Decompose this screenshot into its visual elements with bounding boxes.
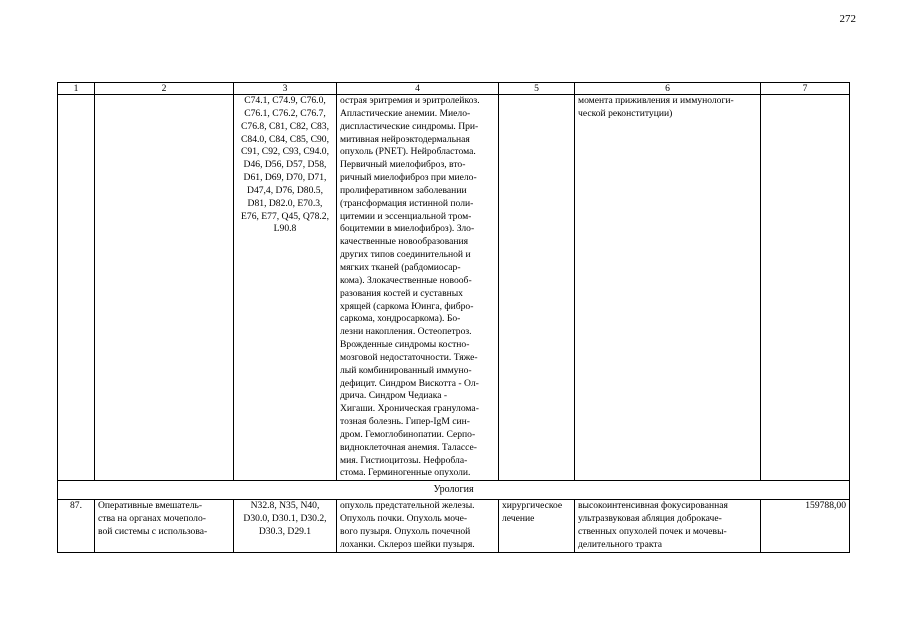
cell-cost — [761, 95, 850, 481]
cell-icd-codes — [234, 95, 337, 481]
cell-text-line: ственных опухолей почек и мочевы- — [578, 526, 727, 537]
cell-text-line: Врожденные синдромы костно- — [340, 339, 470, 351]
cell-text-line: D30.0, D30.1, D30.2, — [243, 513, 327, 525]
cell-text-line: Хигаши. Хроническая гранулома- — [340, 403, 479, 415]
cell-text-line: ричный миелофиброз при миело- — [340, 172, 477, 184]
cell-text-line: лый комбинированный иммуно- — [340, 364, 472, 376]
cell-text-line: C74.1, C74.9, C76.0, — [244, 95, 326, 106]
cell-text-line: C84.0, C84, C85, C90, — [241, 133, 329, 145]
cell-text-line: ства на органах мочеполо- — [98, 513, 206, 525]
cell-text-line: D61, D69, D70, D71, — [243, 172, 327, 184]
cell-text-line: D30.3, D29.1 — [258, 526, 312, 537]
page-number: 272 — [839, 13, 856, 25]
cell-method — [575, 95, 761, 481]
cell-text-line: высокоинтенсивная фокусированная — [578, 500, 728, 512]
cell-text-line: C91, C92, C93, C94.0, — [241, 146, 329, 158]
cell-text-line: боцитемии в миелофиброз). Зло- — [340, 223, 475, 235]
cell-text-line: саркома, хондросаркома). Бо- — [340, 313, 461, 325]
cell-text-line: D46, D56, D57, D58, — [243, 159, 327, 171]
cell-text-line: пролиферативном заболевании — [340, 184, 467, 196]
header-col-3: 3 — [234, 83, 337, 95]
cell-text-line: C76.1, C76.2, C76.7, — [244, 107, 326, 119]
cell-text-line: дефицит. Синдром Вискотта - Ол- — [340, 377, 479, 389]
cell-text-line: лезни накопления. Остеопетроз. — [340, 326, 472, 338]
cell-text-line: других типов соединительной и — [340, 249, 471, 261]
cell-text-line: Опухоль почки. Опухоль моче- — [340, 513, 468, 525]
cell-text-line: качественные новообразования — [340, 236, 469, 248]
cell-text-line: дрича. Синдром Чедиака - — [340, 390, 448, 402]
cell-text-line: мозговой недостаточности. Тяже- — [340, 351, 478, 363]
cell-text-line: опухоль (PNET). Нейробластома. — [340, 146, 476, 158]
cell-treatment-type — [499, 95, 575, 481]
cell-text-line: разования костей и суставных — [340, 287, 463, 299]
header-row — [58, 83, 850, 95]
cell-number: 87. — [58, 500, 95, 552]
cell-text-line: видноклеточная анемия. Талассе- — [340, 441, 477, 453]
cell-text-line: Апластические анемии. Миело- — [340, 107, 471, 119]
cell-text-line: ультразвуковая абляция доброкаче- — [578, 513, 722, 525]
header-col-1: 1 — [58, 83, 95, 95]
cell-procedure-name — [95, 500, 234, 552]
table-row-87 — [58, 500, 850, 552]
cell-icd-codes — [234, 500, 337, 552]
cell-text-line: делительного тракта — [578, 538, 662, 550]
cell-text-line: вого пузыря. Опухоль почечной — [340, 526, 471, 537]
header-col-4: 4 — [337, 83, 499, 95]
cell-text-line: мия. Гистиоцитозы. Нефробла- — [340, 454, 468, 466]
cell-text-line: хирургическое — [502, 500, 563, 512]
cell-text-line: Первичный миелофиброз, вто- — [340, 159, 466, 171]
cell-text-line: тозная болезнь. Гипер-IgM син- — [340, 416, 471, 428]
cell-text-line: митивная нейроэктодермальная — [340, 133, 470, 145]
cell-text-line: дром. Гемоглобинопатии. Серпо- — [340, 428, 476, 440]
cell-text-line: хрящей (саркома Юинга, фибро- — [340, 300, 474, 312]
cell-text-line: опухоль предстательной железы. — [340, 500, 475, 512]
cell-treatment-type — [499, 500, 575, 552]
cell-number — [58, 95, 95, 481]
cell-text-line: L90.8 — [273, 223, 297, 235]
table-row-continuation — [58, 95, 850, 481]
cell-diagnosis — [337, 95, 499, 481]
header-col-5: 5 — [499, 83, 575, 95]
cell-procedure-name — [95, 95, 234, 481]
cell-text-line: ческой реконституции) — [578, 107, 673, 119]
cell-text-line: стома. Герминогенные опухоли. — [340, 467, 471, 479]
medical-procedures-table — [57, 82, 850, 553]
cell-text-line: цитемии и эссенциальной тром- — [340, 210, 472, 222]
cell-text-line: острая эритремия и эритролейкоз. — [340, 95, 480, 106]
cell-text-line: C76.8, C81, C82, C83, — [241, 120, 329, 132]
cell-text-line: лоханки. Склероз шейки пузыря. — [340, 538, 475, 550]
cell-text-line: мягких тканей (рабдомиосар- — [340, 261, 461, 273]
cell-text-line: N32.8, N35, N40, — [250, 500, 320, 512]
cell-method — [575, 500, 761, 552]
cell-text-line: D47,4, D76, D80.5, — [247, 184, 323, 196]
cell-text-line: (трансформация истинной поли- — [340, 197, 474, 209]
cell-text-line: диспластические синдромы. При- — [340, 120, 479, 132]
cell-text-line: лечение — [502, 513, 535, 525]
cell-text-line: кома). Злокачественные новооб- — [340, 274, 472, 286]
cell-text-line: D81, D82.0, E70.3, — [247, 197, 323, 209]
section-header-row — [58, 481, 850, 500]
cell-text-line: E76, E77, Q45, Q78.2, — [241, 210, 329, 222]
cell-text-line: Оперативные вмешатель- — [98, 500, 203, 512]
header-col-2: 2 — [95, 83, 234, 95]
header-col-6: 6 — [575, 83, 761, 95]
cell-diagnosis — [337, 500, 499, 552]
cell-cost: 159788,00 — [761, 500, 850, 552]
section-title: Урология — [58, 481, 850, 500]
header-col-7: 7 — [761, 83, 850, 95]
cell-text-line: момента приживления и иммунологи- — [578, 95, 734, 106]
cell-text-line: вой системы с использова- — [98, 526, 208, 537]
